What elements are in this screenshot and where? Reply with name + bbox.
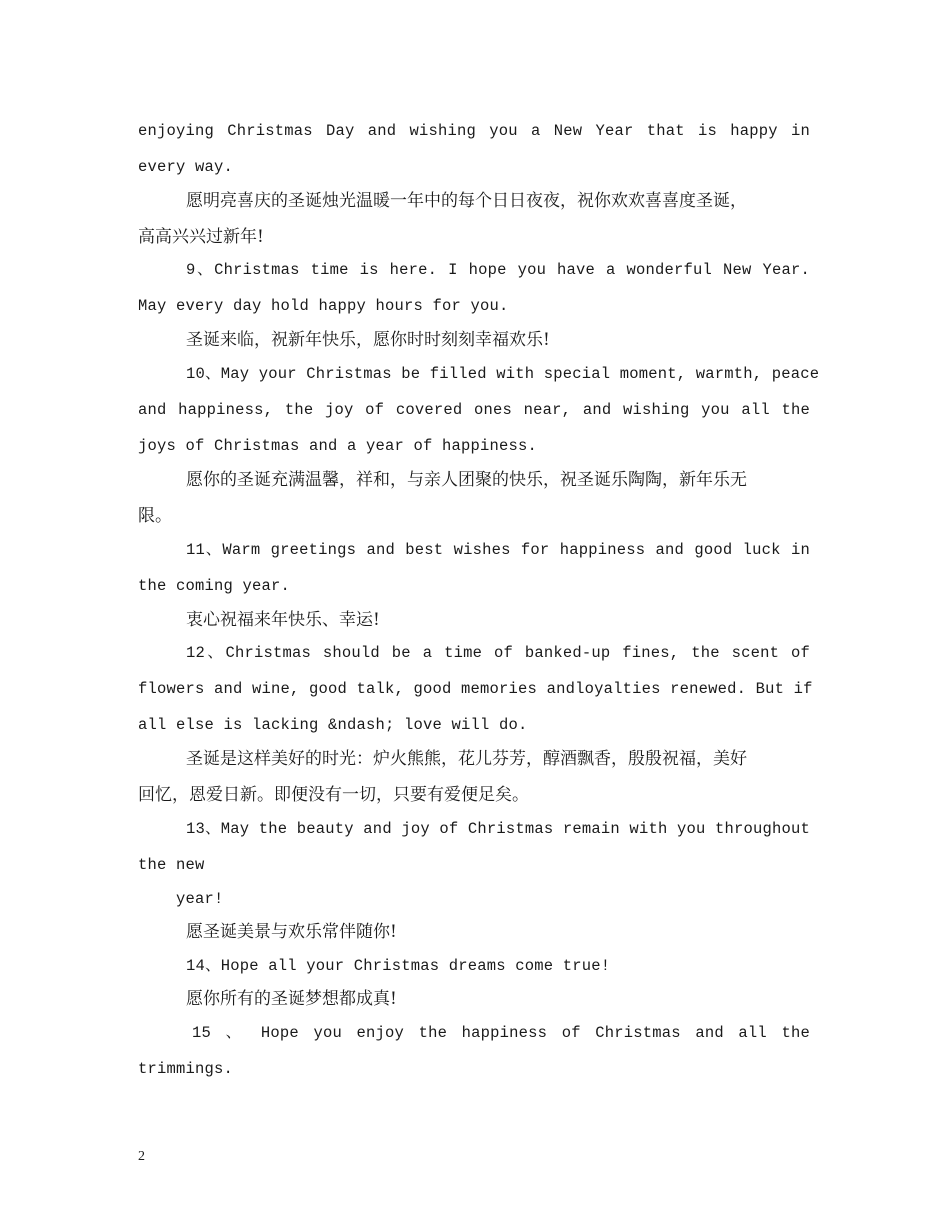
text-line: 9、Christmas time is here. I hope you have a wonderful New Year. <box>186 261 810 279</box>
text-line: 愿明亮喜庆的圣诞烛光温暖一年中的每个日日夜夜，祝你欢欢喜喜度圣诞， <box>186 191 747 211</box>
text-line: 愿圣诞美景与欢乐常伴随你! <box>186 922 397 942</box>
text-line: 15 、 Hope you enjoy the happiness of Christmas and all the <box>192 1024 810 1042</box>
text-line: 圣诞是这样美好的时光：炉火熊熊，花儿芬芳，醇酒飘香，殷殷祝福，美好 <box>186 749 747 769</box>
text-line: the new <box>138 856 205 874</box>
text-line: May every day hold happy hours for you. <box>138 297 509 315</box>
text-line: flowers and wine, good talk, good memories andloyalties renewed. But if <box>138 680 813 698</box>
text-line: joys of Christmas and a year of happiness. <box>138 437 538 455</box>
text-line: 12、Christmas should be a time of banked-up fines, the scent of <box>186 644 810 662</box>
text-line: 愿你的圣诞充满温馨，祥和，与亲人团聚的快乐，祝圣诞乐陶陶，新年乐无 <box>186 470 747 490</box>
page-number: 2 <box>138 1149 145 1164</box>
text-line: 14、Hope all your Christmas dreams come true! <box>186 957 611 975</box>
text-line: trimmings. <box>138 1060 234 1078</box>
text-line: 13、May the beauty and joy of Christmas remain with you throughout <box>186 820 810 838</box>
text-line: 衷心祝福来年快乐、幸运! <box>186 610 380 630</box>
text-line: 愿你所有的圣诞梦想都成真! <box>186 989 397 1009</box>
text-line: 限。 <box>138 506 172 526</box>
text-line: 11、Warm greetings and best wishes for happiness and good luck in <box>186 541 810 559</box>
text-line: all else is lacking &ndash; love will do. <box>138 716 528 734</box>
text-line: every way. <box>138 158 234 176</box>
text-line: and happiness, the joy of covered ones near, and wishing you all the <box>138 401 810 419</box>
text-line: 10、May your Christmas be filled with special moment, warmth, peace <box>186 365 820 383</box>
text-line: year! <box>176 890 224 908</box>
text-line: 回忆，恩爱日新。即便没有一切，只要有爱便足矣。 <box>138 785 529 805</box>
text-line: 圣诞来临，祝新年快乐，愿你时时刻刻幸福欢乐! <box>186 330 550 350</box>
text-line: enjoying Christmas Day and wishing you a New Year that is happy in <box>138 122 810 140</box>
text-line: 高高兴兴过新年! <box>138 227 264 247</box>
text-line: the coming year. <box>138 577 291 595</box>
